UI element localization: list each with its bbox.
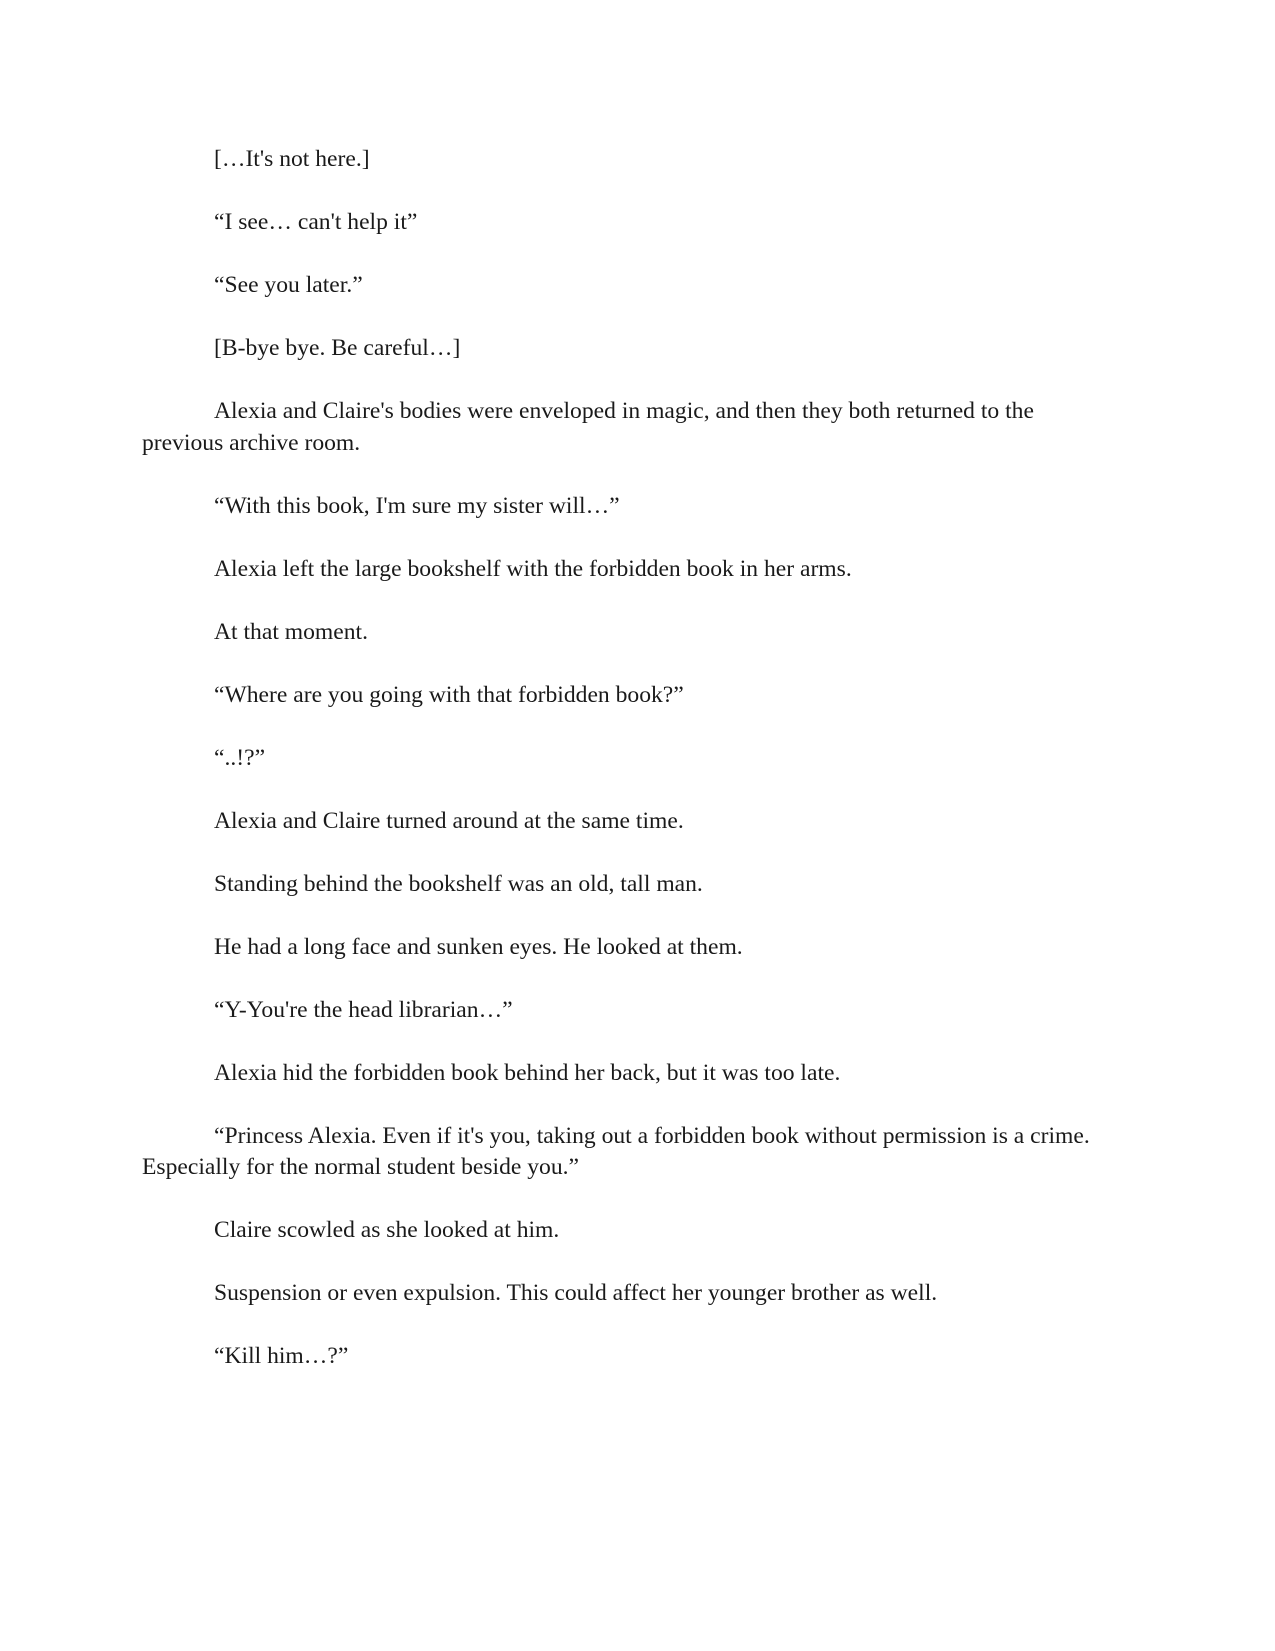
paragraph: […It's not here.] [214, 146, 370, 172]
paragraph: “Where are you going with that forbidden book?” [214, 681, 684, 708]
paragraph: Alexia and Claire turned around at the same time. [214, 807, 684, 834]
paragraph: “..!?” [214, 744, 266, 771]
paragraph: Standing behind the bookshelf was an old, tall man. [214, 870, 703, 897]
paragraph: Alexia hid the forbidden book behind her back, but it was too late. [214, 1059, 841, 1086]
paragraph: Suspension or even expulsion. This could affect her younger brother as well. [214, 1280, 938, 1306]
paragraph: “See you later.” [214, 272, 363, 298]
paragraph: “Kill him…?” [214, 1343, 349, 1369]
text-body [142, 144, 1102, 1404]
paragraph: At that moment. [214, 618, 368, 645]
paragraph: “With this book, I'm sure my sister will…” [214, 492, 620, 519]
paragraph: Alexia left the large bookshelf with the forbidden book in her arms. [214, 555, 852, 582]
paragraph: “Princess Alexia. Even if it's you, taking out a forbidden book without permission is a crime. Especially for the normal student beside you.” [142, 1122, 1090, 1180]
paragraph: He had a long face and sunken eyes. He looked at them. [214, 933, 743, 960]
paragraph: “I see… can't help it” [214, 209, 418, 235]
paragraph: Alexia and Claire's bodies were enveloped in magic, and then they both returned to the previous archive room. [142, 398, 1034, 456]
paragraph: [B-bye bye. Be careful…] [214, 335, 461, 361]
paragraph: Claire scowled as she looked at him. [214, 1217, 560, 1243]
paragraph: “Y-You're the head librarian…” [214, 996, 513, 1023]
